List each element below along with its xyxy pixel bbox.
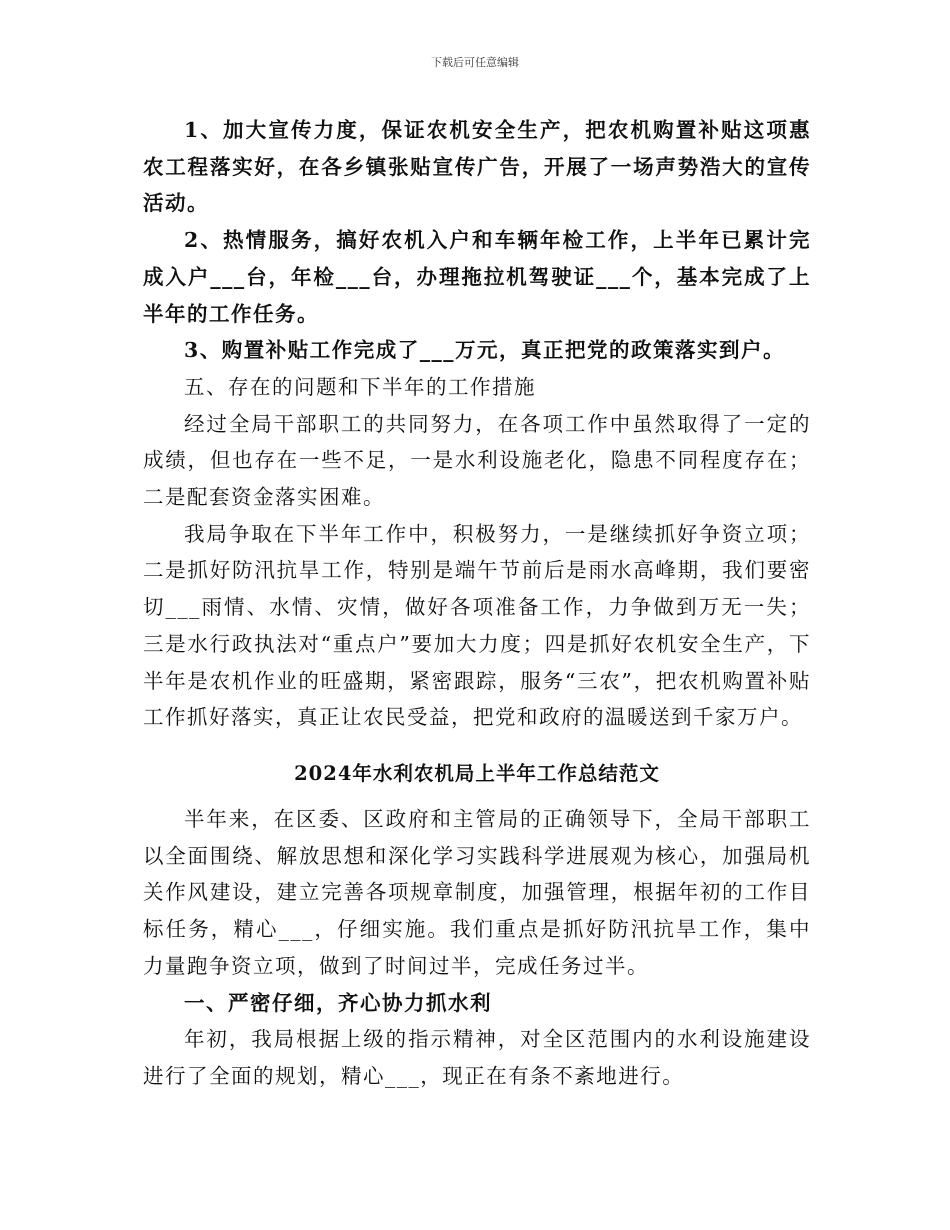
section-2: [143, 801, 811, 1095]
section-1: [143, 112, 811, 736]
section-heading-5: 五、存在的问题和下半年的工作措施: [184, 374, 536, 399]
paragraph-5: 我局争取在下半年工作中，积极努力，一是继续抓好争资立项；二是抓好防汛抗旱工作，特别是端午节前后是雨水高峰期，我们要密切___雨情、水情、灾情，做好各项准备工作，力争做到万无一失；三是水行政执法对“重点户”要加大力度；四是抓好农机安全生产，下半年是农机作业的旺盛期，紧密跟踪，服务“三农”，把农机购置补贴工作抓好落实，真正让农民受益，把党和政府的温暖送到千家万户。: [143, 521, 811, 730]
document-title: 2024年水利农机局上半年工作总结范文: [294, 762, 660, 785]
paragraph-7: 年初，我局根据上级的指示精神，对全区范围内的水利设施建设进行了全面的规划，精心___，现正在有条不紊地进行。: [143, 1027, 811, 1088]
paragraph-4: 经过全局干部职工的共同努力，在各项工作中虽然取得了一定的成绩，但也存在一些不足，一是水利设施老化，隐患不同程度存在；二是配套资金落实困难。: [143, 411, 811, 510]
paragraph-2: 2、热情服务，搞好农机入户和车辆年检工作，上半年已累计完成入户___台，年检___台，办理拖拉机驾驶证___个，基本完成了上半年的工作任务。: [143, 228, 811, 326]
paragraph-1: 1、加大宣传力度，保证农机安全生产，把农机购置补贴这项惠农工程落实好，在各乡镇张贴宣传广告，开展了一场声势浩大的宣传活动。: [143, 118, 811, 216]
section-heading-1: 一、严密仔细，齐心协力抓水利: [184, 990, 492, 1015]
header-note: 下载后可任意编辑: [431, 56, 519, 69]
paragraph-6: 半年来，在区委、区政府和主管局的正确领导下，全局干部职工以全面围绕、解放思想和深化学习实践科学进展观为核心，加强局机关作风建设，建立完善各项规章制度，加强管理，根据年初的工作目标任务，精心___，仔细实施。我们重点是抓好防汛抗旱工作，集中力量跑争资立项，做到了时间过半，完成任务过半。: [143, 807, 811, 978]
paragraph-3: 3、购置补贴工作完成了___万元，真正把党的政策落实到户。: [184, 338, 786, 363]
